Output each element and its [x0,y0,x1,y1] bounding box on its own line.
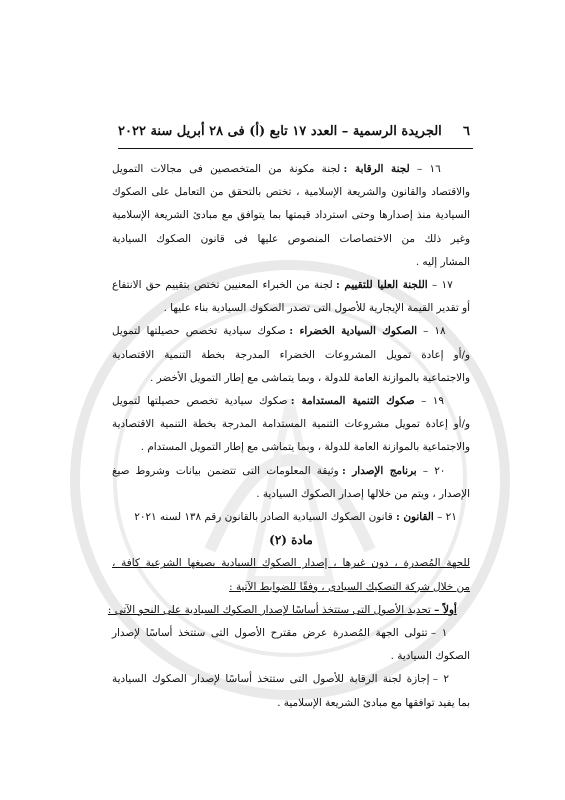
gazette-title: الجريدة الرسمية – العدد ١٧ تابع (أ) فى ٢٨ أبريل سنة ٢٠٢٢ [118,124,442,139]
sub-item-1: ١ – تتولى الجهة المُصدرة عرض مقترح الأصول التى ستتخذ أساسًا لإصدار الصكوك السيادية . [112,627,470,663]
term-18: الصكوك السيادية الخضراء : [289,325,417,338]
sub-item-2: ٢ – إجازة لجنة الرقابة للأصول التى ستتخذ أساسًا لإصدار الصكوك السيادية بما يفيد توافقها مع مبادئ الشريعة الإسلامية . [112,673,470,709]
definition-17: ١٧ – اللجنة العليا للتقييم : لجنة من الخبراء المعنيين تختص بتقييم حق الانتفاع أو تقدير القيمة الإيجارية للأصول التى تصدر الصكوك السيادية بناء عليها . [112,279,470,315]
page-header [118,124,470,139]
document-body [107,158,470,715]
definition-16: ١٦ – لجنة الرقابة : لجنة مكونة من المتخصصين فى مجالات التمويل والاقتصاد والقانون والشريعة الإسلامية ، تختص بالتحقق من التعامل على الصكوك السيادية منذ إصدارها وحتى استرداد قيمتها بما يتوافق مع مبادئ الشريعة الإسلامية وغير ذلك من الاختصاصات المنصوص عليها فى قانون الصكوك السيادية المشار إليه . [112,163,470,268]
page-number: ٦ [463,124,470,139]
definition-20: ٢٠ – برنامج الإصدار : وثيقة المعلومات التى تتضمن بيانات وشروط صيغ الإصدار ، ويتم من خلالها إصدار الصكوك السيادية . [112,464,470,500]
term-19: صكوك التنمية المستدامة : [290,395,415,408]
definition-19: ١٩ – صكوك التنمية المستدامة : صكوك سيادية تخصص حصيلتها لتمويل و/أو إعادة تمويل مشروعات التنمية المستدامة المدرجة بخطة التنمية الاقتصادية والاجتماعية بالموازنة العامة للدولة ، وبما يتماشى مع إطار التمويل المستدام . [112,395,470,454]
article-heading: مادة (٢) [269,533,313,548]
term-16: لجنة الرقابة : [343,163,410,175]
term-21: القانون : [395,511,434,524]
term-20: برنامج الإصدار : [341,464,417,477]
header-rule [118,148,473,149]
clause-first-label: أولاً – [434,603,457,616]
definition-18: ١٨ – الصكوك السيادية الخضراء : صكوك سيادية تخصص حصيلتها لتمويل و/أو إعادة تمويل المشروعات الخضراء المدرجة بخطة التنمية الاقتصادية والاجتماعية بالموازنة العامة للدولة ، وبما يتماشى مع إطار التمويل الأخضر . [112,325,470,384]
term-17: اللجنة العليا للتقييم : [335,279,428,292]
definition-21: ٢١ – القانون : قانون الصكوك السيادية الصادر بالقانون رقم ١٣٨ لسنه ٢٠٢١ [134,511,457,524]
clause-first: أولاً – تحديد الأصول التى ستتخذ أساسًا لإصدار الصكوك السيادية على النحو الآتى : [107,603,457,616]
article-2-intro: للجهة المُصدرة ، دون غيرها ، إصدار الصكوك السيادية بصيغها الشرعية كافة ، من خلال شركة التصكيك السيادى ، وفقًا للضوابط الآتية : [112,557,470,593]
